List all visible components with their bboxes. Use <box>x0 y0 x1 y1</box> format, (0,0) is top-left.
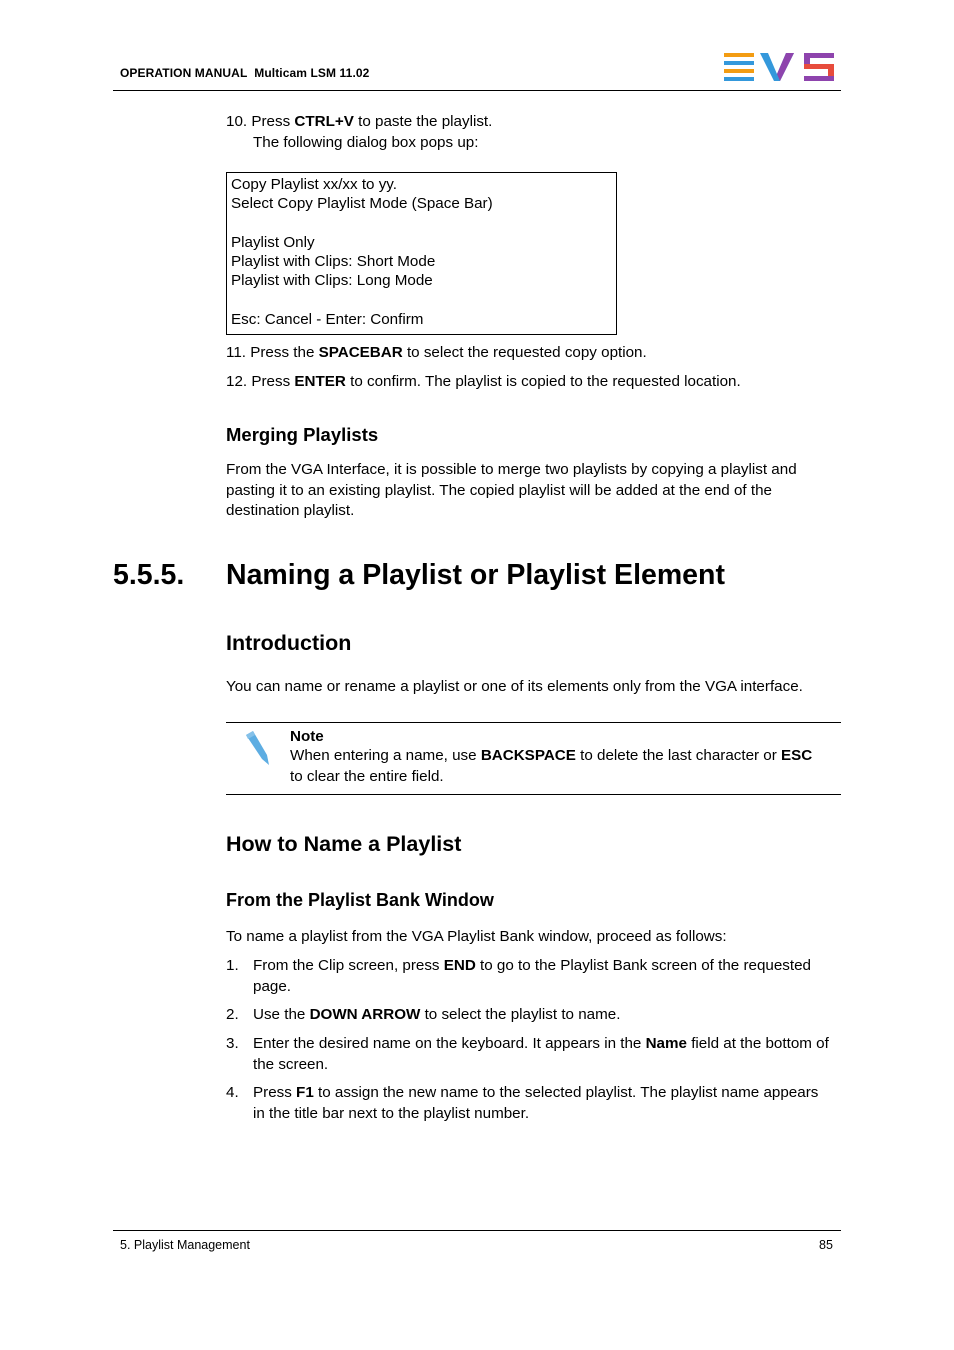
step-number: 11. <box>226 344 246 361</box>
introduction-heading: Introduction <box>226 631 352 655</box>
section-title: Naming a Playlist or Playlist Element <box>226 559 725 591</box>
step-text: to select the requested copy option. <box>402 344 647 361</box>
page-number: 85 <box>819 1238 833 1252</box>
name-field-label: Name <box>645 1035 687 1052</box>
dialog-intro: The following dialog box pops up: <box>253 134 479 151</box>
note-text: When entering a name, use <box>290 747 481 764</box>
step-text: From the Clip screen, press <box>253 957 444 974</box>
step-11 <box>226 343 647 364</box>
step-text: to select the playlist to name. <box>420 1006 621 1023</box>
key-backspace: BACKSPACE <box>480 747 576 764</box>
step-text: to go to the Playlist Bank screen of the requested <box>475 957 811 974</box>
merging-heading: Merging Playlists <box>226 424 379 445</box>
step-text: to paste the playlist. <box>353 113 493 130</box>
copy-playlist-dialog <box>226 172 617 335</box>
note-line: to clear the entire field. <box>290 768 444 785</box>
how-to-intro: To name a playlist from the VGA Playlist Bank window, proceed as follows: <box>226 928 727 945</box>
manual-label: OPERATION MANUAL <box>120 66 248 80</box>
how-to-heading: How to Name a Playlist <box>226 832 462 856</box>
step-text: Use the <box>253 1006 310 1023</box>
how-to-step-number: 3. <box>226 1035 239 1052</box>
step-text: to confirm. The playlist is copied to the requested location. <box>345 373 741 390</box>
step-number: 12. <box>226 373 248 390</box>
step-text: to assign the new name to the selected playlist. The playlist name appears <box>313 1084 819 1101</box>
note-title: Note <box>290 728 324 745</box>
running-header <box>120 66 369 80</box>
step-12 <box>226 372 741 393</box>
step-text: field at the bottom of <box>686 1035 829 1052</box>
merging-paragraph <box>226 460 797 522</box>
section-number: 5.5.5. <box>113 559 185 591</box>
product-name: Multicam LSM 11.02 <box>254 66 370 80</box>
how-to-step-number: 4. <box>226 1084 239 1101</box>
key-enter: ENTER <box>294 373 346 390</box>
header-divider <box>113 90 841 91</box>
step-text: the screen. <box>253 1055 329 1073</box>
step-text: in the title bar next to the playlist number. <box>253 1104 530 1122</box>
note-top-rule <box>226 722 841 723</box>
step-text: Enter the desired name on the keyboard. It appears in the <box>253 1035 646 1052</box>
footer-chapter: 5. Playlist Management <box>120 1238 250 1252</box>
dialog-line: Copy Playlist xx/xx to yy. <box>231 176 397 193</box>
key-esc: ESC <box>781 747 813 764</box>
footer-divider <box>113 1230 841 1231</box>
key-ctrl-v: CTRL+V <box>294 113 354 130</box>
note-text: to delete the last character or <box>575 747 782 764</box>
evs-logo <box>724 52 836 82</box>
how-to-step <box>253 956 811 997</box>
step-text: page. <box>253 977 292 995</box>
step-text: Press <box>253 1084 297 1101</box>
key-f1: F1 <box>296 1084 314 1101</box>
dialog-option: Playlist with Clips: Long Mode <box>231 272 433 289</box>
note-line <box>290 746 812 767</box>
how-to-step-number: 2. <box>226 1006 239 1023</box>
note-bottom-rule <box>226 794 841 795</box>
dialog-footer: Esc: Cancel - Enter: Confirm <box>231 311 424 328</box>
step-10 <box>226 112 492 133</box>
paragraph-line: destination playlist. <box>226 502 355 519</box>
dialog-option: Playlist with Clips: Short Mode <box>231 253 436 270</box>
how-to-step-number: 1. <box>226 957 239 974</box>
step-number: 10. <box>226 113 248 130</box>
how-to-step <box>253 1005 620 1026</box>
step-text: Press <box>251 113 295 130</box>
paragraph-line: From the VGA Interface, it is possible to merge two playlists by copying a playlist and <box>226 461 797 478</box>
playlist-bank-subheading: From the Playlist Bank Window <box>226 890 494 910</box>
key-end: END <box>443 957 476 974</box>
paragraph-line: pasting it to an existing playlist. The copied playlist will be added at the end of the <box>226 481 772 499</box>
key-spacebar: SPACEBAR <box>318 344 403 361</box>
dialog-line: Select Copy Playlist Mode (Space Bar) <box>231 195 493 212</box>
dialog-option: Playlist Only <box>231 234 315 251</box>
pencil-icon <box>243 729 273 767</box>
introduction-paragraph: You can name or rename a playlist or one of its elements only from the VGA interface. <box>226 678 803 695</box>
step-text: Press the <box>250 344 319 361</box>
how-to-step <box>253 1083 818 1124</box>
key-down-arrow: DOWN ARROW <box>309 1006 421 1023</box>
how-to-step <box>253 1034 829 1075</box>
step-text: Press <box>251 373 295 390</box>
